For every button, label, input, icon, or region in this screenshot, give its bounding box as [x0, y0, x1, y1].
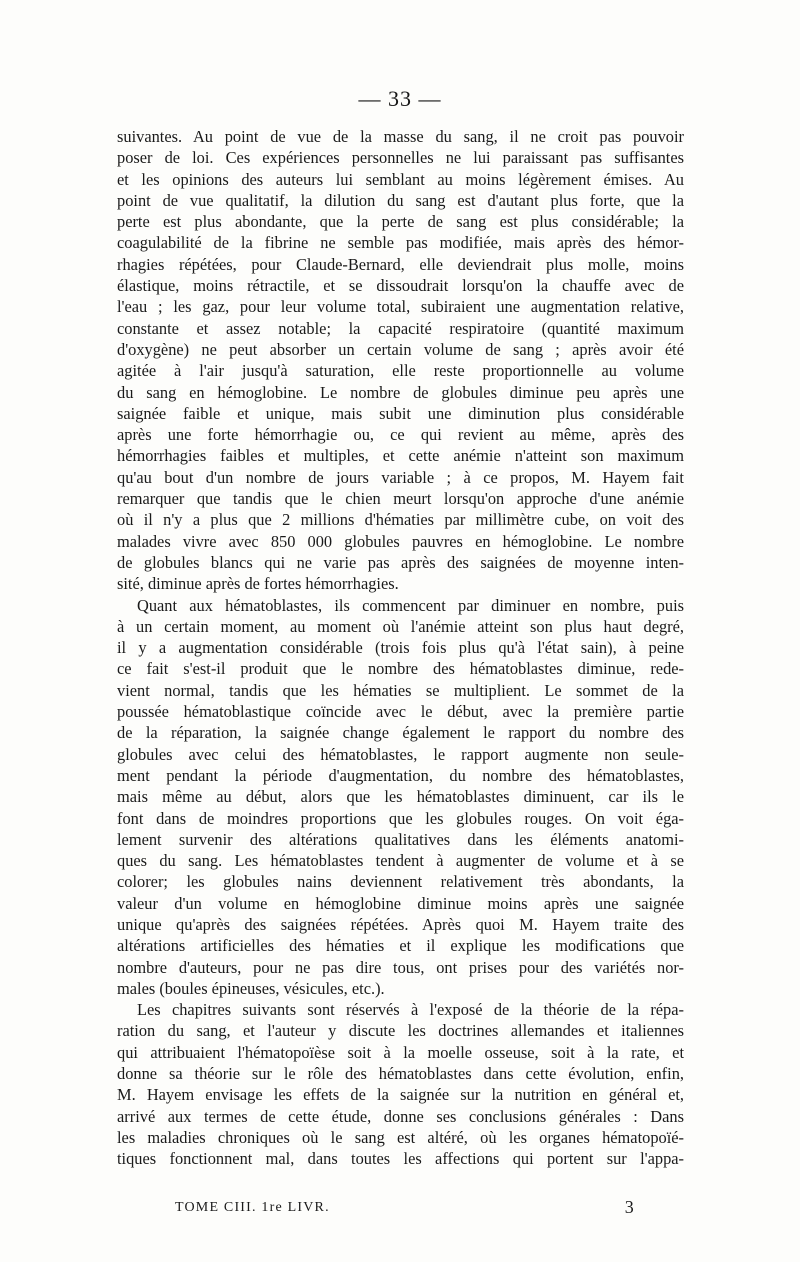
text-line: M. Hayem envisage les effets de la saignée sur la nutrition en général et, [117, 1085, 684, 1105]
text-line: de la réparation, la saignée change également le rapport du nombre des [117, 723, 684, 743]
text-line: Quant aux hématoblastes, ils commencent par diminuer en nombre, puis [137, 595, 684, 615]
text-line: constante et assez notable; la capacité respiratoire (quantité maximum [117, 318, 684, 338]
text-line: males (boules épineuses, vésicules, etc.). [117, 978, 385, 998]
text-line: poser de loi. Ces expériences personnelles ne lui paraissant pas suffisantes [117, 148, 684, 168]
text-line: agitée à l'air jusqu'à saturation, elle reste proportionnelle au volume [117, 361, 684, 381]
text-line: vient normal, tandis que les hématies se multiplient. Le sommet de la [117, 680, 684, 700]
text-line: après une forte hémorrhagie ou, ce qui revient au même, après des [117, 425, 684, 445]
text-line: point de vue qualitatif, la dilution du sang est d'autant plus forte, que la [117, 190, 684, 210]
text-line: les maladies chroniques où le sang est altéré, où les organes hématopoïé- [117, 1127, 684, 1147]
text-line: qui attribuaient l'hématopoïèse soit à la moelle osseuse, soit à la rate, et [117, 1042, 684, 1062]
text-line: qu'au bout d'un nombre de jours variable ; à ce propos, M. Hayem fait [117, 467, 684, 487]
text-line: nombre d'auteurs, pour ne pas dire tous, ont prises pour des variétés nor- [117, 957, 684, 977]
sheet-number: 3 [624, 1197, 635, 1217]
text-line: altérations artificielles des hématies et il explique les modifications que [117, 936, 684, 956]
text-line: malades vivre avec 850 000 globules pauvres en hémoglobine. Le nombre [117, 531, 684, 551]
body-text [117, 126, 684, 1170]
text-line: Les chapitres suivants sont réservés à l'exposé de la théorie de la répa- [137, 1000, 684, 1020]
text-line: coagulabilité de la fibrine ne semble pas modifiée, mais après des hémor- [117, 233, 684, 253]
text-line: d'oxygène) ne peut absorber un certain volume de sang ; après avoir été [117, 339, 684, 359]
text-line: mais même au début, alors que les hématoblastes diminuent, car ils le [117, 787, 684, 807]
text-line: l'eau ; les gaz, pour leur volume total, subiraient une augmentation relative, [117, 297, 684, 317]
text-line: ce fait s'est-il produit que le nombre des hématoblastes diminue, rede- [117, 659, 684, 679]
text-line: valeur d'un volume en hémoglobine diminue moins après une saignée [117, 893, 684, 913]
text-line: où il n'y a plus que 2 millions d'hématies par millimètre cube, on voit des [117, 510, 684, 530]
text-line: ques du sang. Les hématoblastes tendent à augmenter de volume et à se [117, 851, 684, 871]
text-line: hémorrhagies faibles et multiples, et cette anémie n'atteint son maximum [117, 446, 684, 466]
text-line: ration du sang, et l'auteur y discute les doctrines allemandes et italiennes [117, 1021, 684, 1041]
text-line: perte est plus abondante, que la perte de sang est plus considérable; la [117, 212, 684, 232]
text-line: élastique, moins rétractile, et se dissoudrait lorsqu'on la chauffe avec de [117, 276, 684, 296]
text-line: et les opinions des auteurs lui semblant au moins légèrement émises. Au [117, 169, 684, 189]
text-line: du sang en hémoglobine. Le nombre de globules diminue peu après une [117, 382, 684, 402]
text-line: poussée hématoblastique coïncide avec le début, avec la première partie [117, 702, 684, 722]
text-line: suivantes. Au point de vue de la masse du sang, il ne croit pas pouvoir [117, 127, 684, 146]
text-line: remarquer que tandis que le chien meurt lorsqu'on approche d'une anémie [117, 489, 684, 509]
text-line: arrivé aux termes de cette étude, donne ses conclusions générales : Dans [117, 1106, 684, 1126]
text-line: rhagies répétées, pour Claude-Bernard, elle deviendrait plus molle, moins [117, 254, 684, 274]
footer-signature: TOME CIII. 1re LIVR. [175, 1200, 330, 1215]
text-line: ment pendant la période d'augmentation, du nombre des hématoblastes, [117, 765, 684, 785]
text-line: lement survenir des altérations qualitatives dans les éléments anatomi- [117, 829, 684, 849]
text-line: saignée faible et unique, mais subit une diminution plus considérable [117, 403, 684, 423]
text-line: tiques fonctionnent mal, dans toutes les affections qui portent sur l'appa- [117, 1149, 684, 1169]
text-line: il y a augmentation considérable (trois fois plus qu'à l'état sain), à peine [117, 638, 684, 658]
page-number: — 33 — [358, 86, 442, 111]
text-line: de globules blancs qui ne varie pas après des saignées de moyenne inten- [117, 552, 684, 572]
text-line: unique qu'après des saignées répétées. Après quoi M. Hayem traite des [117, 914, 684, 934]
text-line: donne sa théorie sur le rôle des hématoblastes dans cette évolution, enfin, [117, 1064, 684, 1084]
text-line: globules avec celui des hématoblastes, le rapport augmente non seule- [117, 744, 684, 764]
text-line: à un certain moment, au moment où l'anémie atteint son plus haut degré, [117, 616, 684, 636]
text-line: colorer; les globules nains deviennent relativement très abondants, la [117, 872, 684, 892]
text-line: sité, diminue après de fortes hémorrhagies. [117, 574, 399, 594]
text-line: font dans de moindres proportions que les globules rouges. On voit éga- [117, 808, 684, 828]
